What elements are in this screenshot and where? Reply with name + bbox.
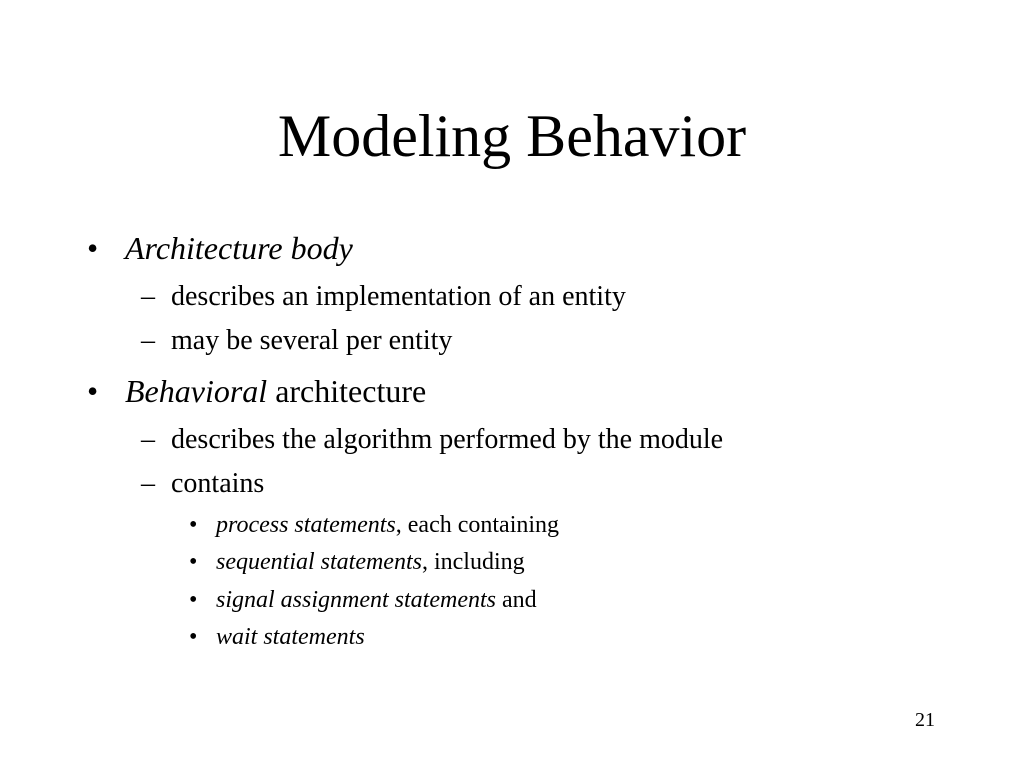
bullet-text-architecture-body: Architecture body <box>125 230 353 266</box>
sub-sub-item-process-statements <box>189 511 560 539</box>
bullet-marker: • <box>189 512 198 538</box>
bullet-marker: • <box>189 624 198 650</box>
slide-title: Modeling Behavior <box>277 103 747 169</box>
bullet-item-architecture-body <box>87 229 353 267</box>
dash-marker: – <box>141 468 155 499</box>
dash-marker: – <box>141 325 155 356</box>
sub-sub-item-sequential-statements <box>189 548 525 576</box>
italic-term-process: process statements <box>216 512 396 538</box>
sub-sub-item-text: and <box>496 587 537 613</box>
sub-sub-item-text: , including <box>421 549 525 575</box>
sub-item-describes-implementation <box>141 280 626 314</box>
sub-item-text: contains <box>171 468 265 499</box>
sub-item-may-be-several <box>141 324 453 358</box>
italic-term-wait: wait statements <box>216 624 365 650</box>
sub-item-contains <box>141 467 265 501</box>
sub-item-text: may be several per entity <box>171 325 453 356</box>
italic-term-signal: signal assignment statements <box>216 587 496 613</box>
sub-sub-item-signal-assignment-statements <box>189 586 537 614</box>
sub-sub-item-wait-statements <box>189 623 365 651</box>
dash-marker: – <box>141 424 155 455</box>
page-number: 21 <box>915 709 935 731</box>
sub-item-text: describes an implementation of an entity <box>171 281 626 312</box>
bullet-marker: • <box>87 373 99 409</box>
bullet-text-behavioral: Behavioral <box>125 373 268 409</box>
sub-sub-item-text: , each containing <box>395 512 560 538</box>
italic-term-sequential: sequential statements <box>216 549 422 575</box>
bullet-marker: • <box>189 587 198 613</box>
bullet-marker: • <box>189 549 198 575</box>
sub-item-describes-algorithm <box>141 423 724 457</box>
bullet-text-architecture: architecture <box>267 373 427 409</box>
bullet-item-behavioral-architecture <box>87 372 427 410</box>
sub-item-text: describes the algorithm performed by the module <box>171 424 724 455</box>
dash-marker: – <box>141 281 155 312</box>
bullet-marker: • <box>87 230 99 266</box>
